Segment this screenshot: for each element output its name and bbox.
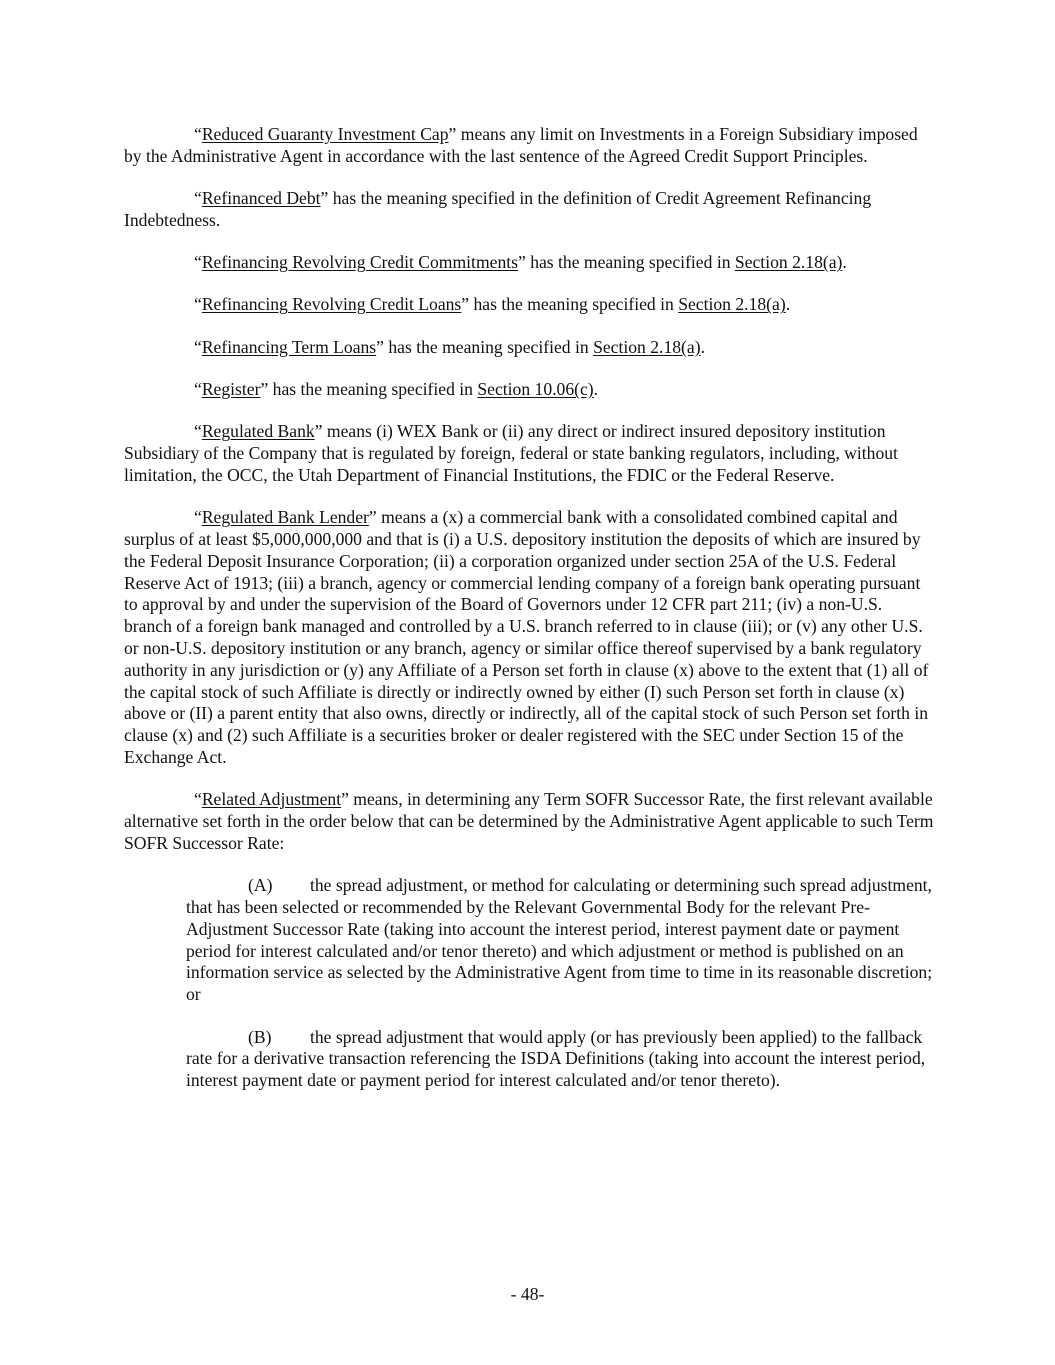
definition-tail: . <box>593 379 599 400</box>
definition-text: ” means a (x) a commercial bank with a consolidated combined capital and surplus of at least $5,000,000,000 and that is (i) a U.S. depository institution the deposits of which are insured by the Federal Deposit Insurance Corporation; (ii) a corporation organized under section 25A of the U.S. Federal Reserve Act of 1913; (iii) a branch, agency or commercial lending company of a foreign bank operating pursuant to approval by and under the supervision of the Board of Governors under 12 CFR part 211; (iv) a non-U.S. branch of a foreign bank managed and controlled by a U.S. branch referred to in clause (iii); or (v) any other U.S. or non-U.S. depository institution or any branch, agency or similar office thereof supervised by a bank regulatory authority in any jurisdiction or (y) any Affiliate of a Person set forth in clause (x) above to the extent that (1) all of the capital stock of such Affiliate is directly or indirectly owned by either (I) such Person set forth in clause (x) above or (II) a parent entity that also owns, directly or indirectly, all of the capital stock of such Person set forth in clause (x) and (2) such Affiliate is a securities broker or dealer registered with the SEC under Section 15 of the Exchange Act. <box>124 507 929 768</box>
definition-regulated-bank: “Regulated Bank” means (i) WEX Bank or (ii) any direct or indirect insured depository institution Subsidiary of the Company that is regulated by foreign, federal or state banking regulators, including, without limitation, the OCC, the Utah Department of Financial Institutions, the FDIC or the Federal Reserve. <box>124 421 898 485</box>
definition-refinanced-debt: “Refinanced Debt” has the meaning specified in the definition of Credit Agreement Refinancing Indebtedness. <box>124 188 872 230</box>
definition-tail: . <box>700 336 705 357</box>
defined-term: Regulated Bank Lender <box>201 507 369 528</box>
subclause-text: the spread adjustment, or method for calculating or determining such spread adjustment, that has been selected or recommended by the Relevant Governmental Body for the relevant Pre-Adjustment Successor Rate (taking into account the interest period, interest payment date or payment period for interest calculated and/or tenor thereto) and which adjustment or method is published on an information service as selected by the Administrative Agent from time to time in its reasonable discretion; or <box>186 875 933 1005</box>
subclause-a <box>124 875 934 1006</box>
defined-term: Regulated Bank <box>201 421 315 442</box>
section-reference: Section 2.18(a) <box>734 252 843 273</box>
definition-regulated-bank-lender: “Regulated Bank Lender” means a (x) a commercial bank with a consolidated combined capital and surplus of at least $5,000,000,000 and that is (i) a U.S. depository institution the deposits of which are insured by the Federal Deposit Insurance Corporation; (ii) a corporation organized under section 25A of the U.S. Federal Reserve Act of 1913; (iii) a branch, agency or commercial lending company of a foreign bank operating pursuant to approval by and under the supervision of the Board of Governors under 12 CFR part 211; (iv) a non-U.S. branch of a foreign bank managed and controlled by a U.S. branch referred to in clause (iii); or (v) any other U.S. or non-U.S. depository institution or any branch, agency or similar office thereof supervised by a bank regulatory authority in any jurisdiction or (y) any Affiliate of a Person set forth in clause (x) above to the extent that (1) all of the capital stock of such Affiliate is directly or indirectly owned by either (I) such Person set forth in clause (x) above or (II) a parent entity that also owns, directly or indirectly, all of the capital stock of such Person set forth in clause (x) and (2) such Affiliate is a securities broker or dealer registered with the SEC under Section 15 of the Exchange Act. <box>124 507 929 768</box>
defined-term: Refinanced Debt <box>201 188 321 209</box>
definition-register: “Register” has the meaning specified in Section 10.06(c). <box>194 379 599 400</box>
defined-term: Related Adjustment <box>201 789 342 810</box>
definition-refinancing-term-loans: “Refinancing Term Loans” has the meaning specified in Section 2.18(a). <box>194 336 705 357</box>
subclause-b <box>124 1027 934 1092</box>
definition-text: ” has the meaning specified in <box>517 252 735 273</box>
defined-term: Refinancing Revolving Credit Loans <box>201 294 462 315</box>
defined-term: Reduced Guaranty Investment Cap <box>201 124 449 144</box>
definition-related-adjustment: “Related Adjustment” means, in determining any Term SOFR Successor Rate, the first relevant available alternative set forth in the order below that can be determined by the Administrative Agent applicable to such Term SOFR Successor Rate: <box>124 789 934 853</box>
page-number: - 48- <box>510 1284 545 1304</box>
definition-reduced-guaranty-investment-cap: “Reduced Guaranty Investment Cap” means any limit on Investments in a Foreign Subsidiary imposed by the Administrative Agent in accordance with the last sentence of the Agreed Credit Support Principles. <box>124 124 918 166</box>
section-reference: Section 2.18(a) <box>678 294 786 315</box>
section-reference: Section 2.18(a) <box>593 336 701 357</box>
defined-term: Refinancing Revolving Credit Commitments <box>201 252 518 273</box>
subclause-label: (A) <box>248 875 273 896</box>
definition-text: ” has the meaning specified in the definition of Credit Agreement Refinancing Indebtedness. <box>124 188 872 230</box>
definition-text: ” means, in determining any Term SOFR Successor Rate, the first relevant available alternative set forth in the order below that can be determined by the Administrative Agent applicable to such Term SOFR Successor Rate: <box>124 789 934 853</box>
defined-term: Register <box>201 379 261 400</box>
definition-text: ” has the meaning specified in <box>376 336 594 357</box>
definition-refinancing-revolving-credit-loans: “Refinancing Revolving Credit Loans” has the meaning specified in Section 2.18(a). <box>194 294 791 315</box>
definition-refinancing-revolving-credit-commitments: “Refinancing Revolving Credit Commitments” has the meaning specified in Section 2.18(a). <box>194 252 847 273</box>
section-reference: Section 10.06(c) <box>477 379 594 400</box>
subclause-text: the spread adjustment that would apply (or has previously been applied) to the fallback rate for a derivative transaction referencing the ISDA Definitions (taking into account the interest period, interest payment date or payment period for interest calculated and/or tenor thereto). <box>186 1026 926 1091</box>
definition-tail: . <box>842 252 847 273</box>
definition-text: ” means any limit on Investments in a Foreign Subsidiary imposed by the Administrative Agent in accordance with the last sentence of the Agreed Credit Support Principles. <box>124 124 918 166</box>
definition-tail: . <box>785 294 791 315</box>
document-body <box>124 124 934 1112</box>
defined-term: Refinancing Term Loans <box>201 336 377 357</box>
definition-text: ” has the meaning specified in <box>461 294 679 315</box>
subclause-label: (B) <box>248 1026 272 1047</box>
definition-text: ” means (i) WEX Bank or (ii) any direct or indirect insured depository institution Subsidiary of the Company that is regulated by foreign, federal or state banking regulators, including, without limitation, the OCC, the Utah Department of Financial Institutions, the FDIC or the Federal Reserve. <box>124 421 898 485</box>
definition-text: ” has the meaning specified in <box>260 379 478 400</box>
